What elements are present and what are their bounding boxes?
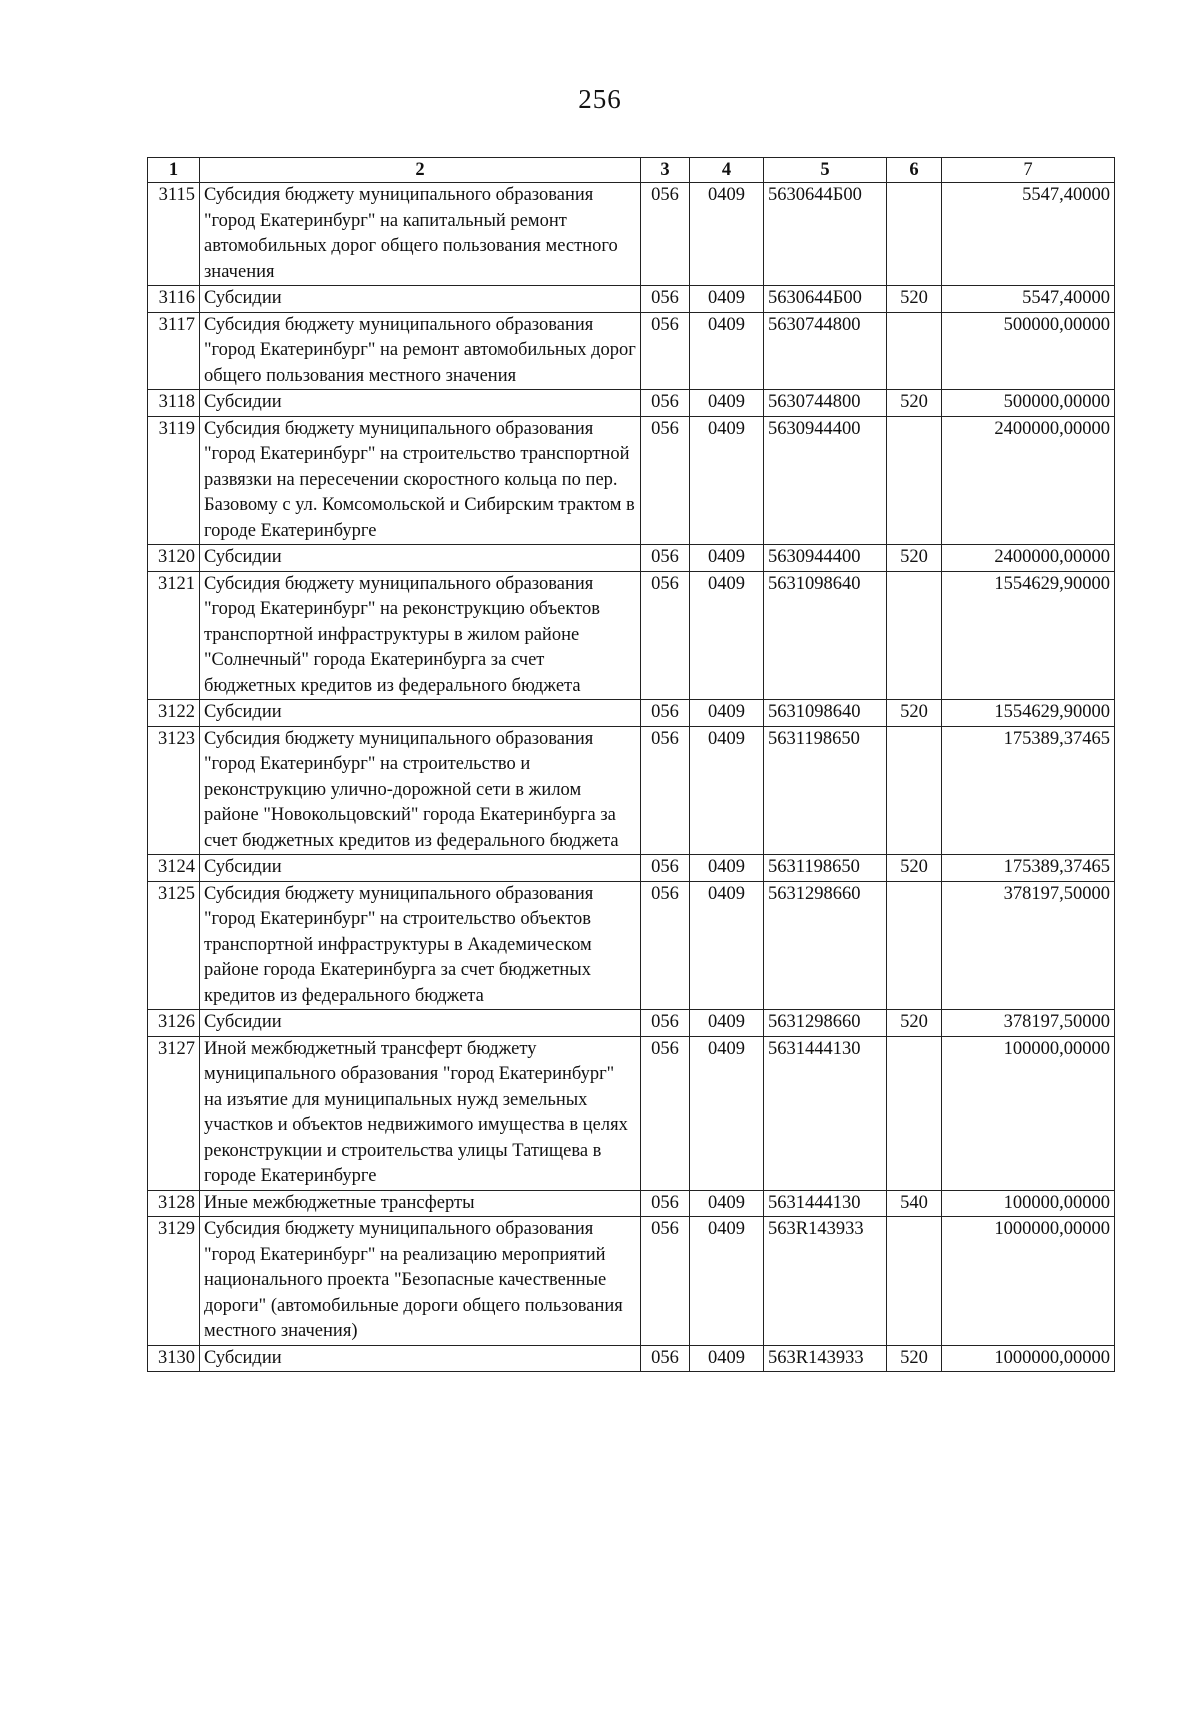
row-col6: [887, 1036, 942, 1190]
row-col4: 0409: [690, 1190, 764, 1217]
row-amount: 5547,40000: [942, 286, 1115, 313]
row-col3: 056: [641, 726, 690, 855]
row-description: Субсидия бюджету муниципального образования "город Екатеринбург" на реконструкцию объектов транспортной инфраструктуры в жилом районе "Солнечный" города Екатеринбурга за счет бюджетных кредитов из федерального бюджета: [200, 571, 641, 700]
table-row: [148, 700, 1115, 727]
row-amount: 378197,50000: [942, 1010, 1115, 1037]
table-row: [148, 855, 1115, 882]
row-number: 3129: [148, 1217, 200, 1346]
row-col4: 0409: [690, 1036, 764, 1190]
row-number: 3125: [148, 881, 200, 1010]
column-header: 4: [690, 158, 764, 183]
row-description: Субсидии: [200, 390, 641, 417]
row-col3: 056: [641, 545, 690, 572]
row-col3: 056: [641, 1036, 690, 1190]
row-description: Субсидия бюджету муниципального образования "город Екатеринбург" на строительство и реконструкцию улично-дорожной сети в жилом районе "Новокольцовский" города Екатеринбурга за счет бюджетных кредитов из федерального бюджета: [200, 726, 641, 855]
row-amount: 1554629,90000: [942, 571, 1115, 700]
row-col3: 056: [641, 700, 690, 727]
row-col5: 5631444130: [764, 1036, 887, 1190]
row-amount: 2400000,00000: [942, 416, 1115, 545]
table-row: [148, 183, 1115, 286]
row-amount: 500000,00000: [942, 390, 1115, 417]
row-description: Субсидии: [200, 855, 641, 882]
table-row: [148, 390, 1115, 417]
row-col5: 5631198650: [764, 855, 887, 882]
row-col6: 520: [887, 855, 942, 882]
page-number: 256: [578, 84, 622, 114]
row-col6: 540: [887, 1190, 942, 1217]
table-row: [148, 545, 1115, 572]
row-col5: 5630744800: [764, 390, 887, 417]
row-col4: 0409: [690, 855, 764, 882]
row-number: 3119: [148, 416, 200, 545]
row-col4: 0409: [690, 700, 764, 727]
row-col5: 5631098640: [764, 571, 887, 700]
row-col3: 056: [641, 286, 690, 313]
row-description: Субсидия бюджету муниципального образования "город Екатеринбург" на капитальный ремонт автомобильных дорог общего пользования местного значения: [200, 183, 641, 286]
row-description: Субсидии: [200, 700, 641, 727]
row-number: 3124: [148, 855, 200, 882]
row-number: 3130: [148, 1345, 200, 1372]
row-col3: 056: [641, 1217, 690, 1346]
row-col6: 520: [887, 390, 942, 417]
table-row: [148, 881, 1115, 1010]
table-row: [148, 571, 1115, 700]
row-amount: 5547,40000: [942, 183, 1115, 286]
table-row: [148, 1345, 1115, 1372]
column-header: 7: [942, 158, 1115, 183]
row-col5: 5631198650: [764, 726, 887, 855]
table-row: [148, 1190, 1115, 1217]
row-description: Субсидии: [200, 1345, 641, 1372]
row-col4: 0409: [690, 390, 764, 417]
row-col5: 5630744800: [764, 312, 887, 390]
row-description: Иной межбюджетный трансферт бюджету муниципального образования "город Екатеринбург" на изъятие для муниципальных нужд земельных участков и объектов недвижимого имущества в целях реконструкции и строительства улицы Татищева в городе Екатеринбурге: [200, 1036, 641, 1190]
row-number: 3117: [148, 312, 200, 390]
row-col3: 056: [641, 312, 690, 390]
table-row: [148, 416, 1115, 545]
row-description: Субсидия бюджету муниципального образования "город Екатеринбург" на реализацию мероприятий национального проекта "Безопасные качественные дороги" (автомобильные дороги общего пользования местного значения): [200, 1217, 641, 1346]
table-header-row: [148, 158, 1115, 183]
table-row: [148, 726, 1115, 855]
row-amount: 378197,50000: [942, 881, 1115, 1010]
row-col6: 520: [887, 545, 942, 572]
row-number: 3118: [148, 390, 200, 417]
row-col4: 0409: [690, 416, 764, 545]
row-col3: 056: [641, 881, 690, 1010]
row-description: Субсидия бюджету муниципального образования "город Екатеринбург" на строительство транспортной развязки на пересечении скоростного кольца по пер. Базовому с ул. Комсомольской и Сибирским трактом в городе Екатеринбурге: [200, 416, 641, 545]
table-row: [148, 312, 1115, 390]
row-number: 3121: [148, 571, 200, 700]
row-col6: 520: [887, 1345, 942, 1372]
row-number: 3127: [148, 1036, 200, 1190]
row-col4: 0409: [690, 545, 764, 572]
table-row: [148, 1217, 1115, 1346]
row-col5: 5631298660: [764, 881, 887, 1010]
table-row: [148, 1036, 1115, 1190]
row-amount: 100000,00000: [942, 1190, 1115, 1217]
row-col6: [887, 1217, 942, 1346]
row-col5: 563R143933: [764, 1217, 887, 1346]
row-col5: 5631098640: [764, 700, 887, 727]
row-col5: 5631298660: [764, 1010, 887, 1037]
row-amount: 1000000,00000: [942, 1217, 1115, 1346]
row-col3: 056: [641, 1345, 690, 1372]
row-col6: [887, 726, 942, 855]
row-col3: 056: [641, 571, 690, 700]
row-number: 3122: [148, 700, 200, 727]
row-amount: 1554629,90000: [942, 700, 1115, 727]
row-description: Иные межбюджетные трансферты: [200, 1190, 641, 1217]
row-col3: 056: [641, 183, 690, 286]
row-col3: 056: [641, 1190, 690, 1217]
row-col4: 0409: [690, 183, 764, 286]
row-col5: 5630644Б00: [764, 183, 887, 286]
row-col6: 520: [887, 700, 942, 727]
row-col6: [887, 183, 942, 286]
row-number: 3116: [148, 286, 200, 313]
row-col4: 0409: [690, 1010, 764, 1037]
row-col3: 056: [641, 855, 690, 882]
row-col6: [887, 312, 942, 390]
row-col6: 520: [887, 1010, 942, 1037]
row-col4: 0409: [690, 571, 764, 700]
row-description: Субсидии: [200, 286, 641, 313]
row-number: 3123: [148, 726, 200, 855]
row-col6: [887, 881, 942, 1010]
row-description: Субсидия бюджету муниципального образования "город Екатеринбург" на ремонт автомобильных дорог общего пользования местного значения: [200, 312, 641, 390]
table-row: [148, 1010, 1115, 1037]
row-col6: [887, 416, 942, 545]
column-header: 6: [887, 158, 942, 183]
row-col6: 520: [887, 286, 942, 313]
row-col5: 5631444130: [764, 1190, 887, 1217]
row-col6: [887, 571, 942, 700]
row-amount: 2400000,00000: [942, 545, 1115, 572]
row-col3: 056: [641, 390, 690, 417]
row-number: 3128: [148, 1190, 200, 1217]
row-col4: 0409: [690, 726, 764, 855]
row-description: Субсидии: [200, 545, 641, 572]
column-header: 5: [764, 158, 887, 183]
row-col5: 5630944400: [764, 416, 887, 545]
row-description: Субсидии: [200, 1010, 641, 1037]
row-col5: 5630644Б00: [764, 286, 887, 313]
row-col4: 0409: [690, 881, 764, 1010]
column-header: 3: [641, 158, 690, 183]
row-col4: 0409: [690, 312, 764, 390]
row-number: 3115: [148, 183, 200, 286]
table-row: [148, 286, 1115, 313]
row-col3: 056: [641, 1010, 690, 1037]
budget-table: [147, 157, 1115, 1372]
row-amount: 175389,37465: [942, 855, 1115, 882]
column-header: 2: [200, 158, 641, 183]
row-amount: 175389,37465: [942, 726, 1115, 855]
row-col4: 0409: [690, 286, 764, 313]
row-amount: 1000000,00000: [942, 1345, 1115, 1372]
row-col3: 056: [641, 416, 690, 545]
row-number: 3120: [148, 545, 200, 572]
row-amount: 500000,00000: [942, 312, 1115, 390]
row-col4: 0409: [690, 1345, 764, 1372]
row-number: 3126: [148, 1010, 200, 1037]
row-description: Субсидия бюджету муниципального образования "город Екатеринбург" на строительство объектов транспортной инфраструктуры в Академическом районе города Екатеринбурга за счет бюджетных кредитов из федерального бюджета: [200, 881, 641, 1010]
row-col4: 0409: [690, 1217, 764, 1346]
row-col5: 563R143933: [764, 1345, 887, 1372]
column-header: 1: [148, 158, 200, 183]
row-col5: 5630944400: [764, 545, 887, 572]
row-amount: 100000,00000: [942, 1036, 1115, 1190]
